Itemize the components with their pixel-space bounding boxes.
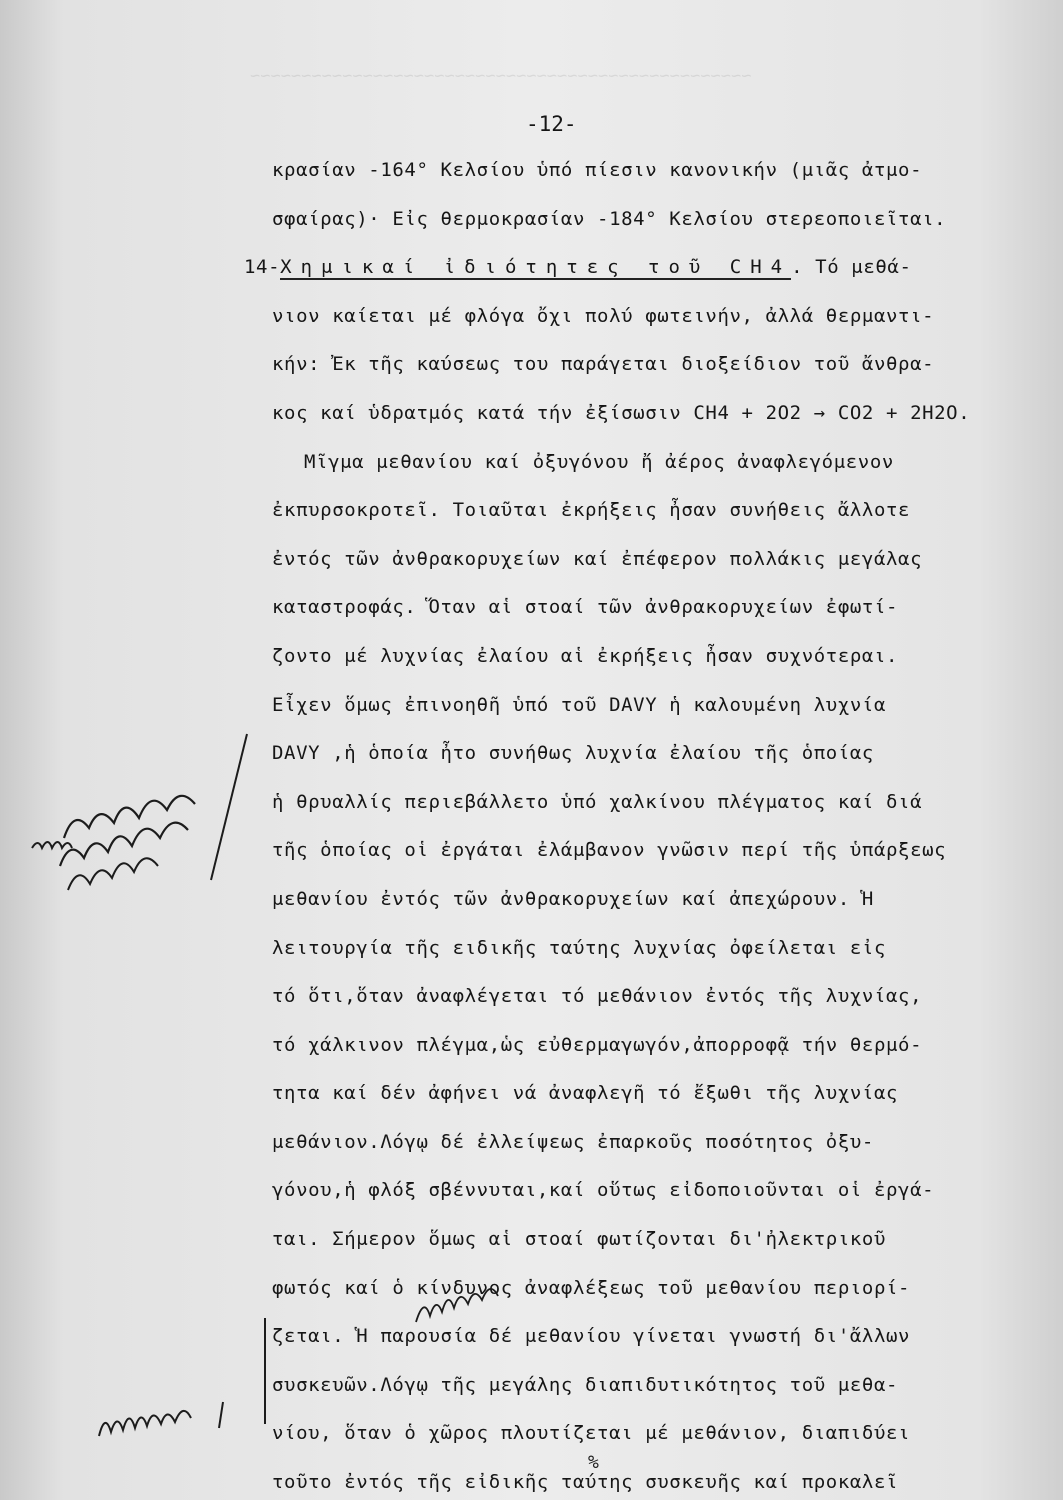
section-number: 14- <box>244 256 281 279</box>
text-line: τό χάλκινον πλέγμα,ὡς εὐθερμαγωγόν,ἀπορροφᾷ τήν θερμό- <box>272 1033 923 1056</box>
text-line: γόνου,ἡ φλόξ σβέννυται,καί οὕτως εἰδοποιοῦνται οἱ ἐργά- <box>272 1179 935 1202</box>
bleed-through-text: ~~~~~~~~~~~~~~~~~~~~~~~~~~~~~~~~~~~~~~~~~~~~~~~~~ <box>250 66 752 86</box>
text-line: Μῖγμα μεθανίου καί ὀξυγόνου ἤ ἀέρος ἀναφλεγόμενον <box>304 450 894 473</box>
text-line: καταστροφάς. Ὅταν αἱ στοαί τῶν ἀνθρακορυχείων ἐφωτί- <box>272 596 899 619</box>
text-line: λειτουργία τῆς ειδικῆς ταύτης λυχνίας ὀφείλεται εἰς <box>272 936 886 959</box>
text-line: νιον καίεται μέ φλόγα ὄχι πολύ φωτεινήν, ἀλλά θερμαντι- <box>272 304 935 327</box>
text-line: κήν: Ἐκ τῆς καύσεως του παράγεται διοξείδιον τοῦ ἄνθρα- <box>272 353 935 376</box>
text-line: τό ὅτι,ὅταν ἀναφλέγεται τό μεθάνιον ἐντός τῆς λυχνίας, <box>272 985 923 1008</box>
text-line: ἐντός τῶν ἀνθρακορυχείων καί ἐπέφερον πολλάκις μεγάλας <box>272 547 923 570</box>
section-title: Χημικαί ἰδιότητες τοῦ CH4 <box>280 256 792 279</box>
margin-stroke <box>207 732 251 882</box>
text-line: τητα καί δέν ἀφήνει νά ἀναφλεγῆ τό ἔξωθι τῆς λυχνίας <box>272 1082 899 1105</box>
text-line: κρασίαν -164° Κελσίου ὑπό πίεσιν κανονικήν (μιᾶς ἀτμο- <box>272 159 923 181</box>
footer-mark: % <box>588 1452 599 1473</box>
text-line: ἡ θρυαλλίς περιεβάλλετο ὑπό χαλκίνου πλέγματος καί διά <box>272 790 923 813</box>
text-line: ται. Σήμερον ὅμως αἱ στοαί φωτίζονται δι'ἠλεκτρικοῦ <box>272 1228 886 1251</box>
page-number: -12- <box>526 112 577 136</box>
section-heading <box>244 243 1042 292</box>
text-line: DAVY ,ἡ ὁποία ἦτο συνήθως λυχνία ἐλαίου τῆς ὁποίας <box>272 742 874 765</box>
text-line: τῆς ὁποίας οἱ ἐργάται ἐλάμβανον γνῶσιν περί τῆς ὑπάρξεως <box>272 839 947 862</box>
text-line: φωτός καί ὁ κίνδυνος ἀναφλέξεως τοῦ μεθανίου περιορί- <box>272 1276 911 1299</box>
text-line: μεθανίου ἐντός τῶν ἀνθρακορυχείων καί ἀπεχώρουν. Ἡ <box>272 887 874 910</box>
text-line: μεθάνιον.Λόγῳ δέ ἐλλείψεως ἐπαρκοῦς ποσότητος ὀξυ- <box>272 1130 874 1153</box>
margin-stroke <box>262 1316 268 1426</box>
heading-continuation: . Τό μεθά- <box>791 256 912 279</box>
text-line: συσκευῶν.Λόγῳ τῆς μεγάλης διαπιδυτικότητος τοῦ μεθα- <box>272 1373 899 1396</box>
text-line: νίου, ὅταν ὁ χῶρος πλουτίζεται μέ μεθάνιον, διαπιδύει <box>272 1422 911 1445</box>
equation-line: κος καί ὑδρατμός κατά τήν ἐξίσωσιν CH4 + 2O2 → CO2 + 2H2O. <box>272 401 971 424</box>
handwritten-margin-note <box>95 1396 235 1446</box>
text-line: ἐκπυρσοκροτεῖ. Τοιαῦται ἐκρήξεις ἦσαν συνήθεις ἄλλοτε <box>272 499 911 522</box>
text-line: σφαίρας)· Εἰς θερμοκρασίαν -184° Κελσίου στερεοποιεῖται. <box>272 207 947 230</box>
handwritten-insertion <box>412 1286 542 1326</box>
text-line: τοῦτο ἐντός τῆς εἰδικῆς ταύτης συσκευῆς καί προκαλεῖ <box>272 1471 899 1494</box>
text-line: Εἶχεν ὅμως ἐπινοηθῆ ὑπό τοῦ DAVY ἡ καλουμένη λυχνία <box>272 693 886 716</box>
text-line: ζεται. Ἡ παρουσία δέ μεθανίου γίνεται γνωστή δι'ἄλλων <box>272 1325 911 1348</box>
text-line: ζοντο μέ λυχνίας ἐλαίου αἱ ἐκρήξεις ἦσαν συχνότεραι. <box>272 644 899 667</box>
body-text <box>244 146 1042 1500</box>
